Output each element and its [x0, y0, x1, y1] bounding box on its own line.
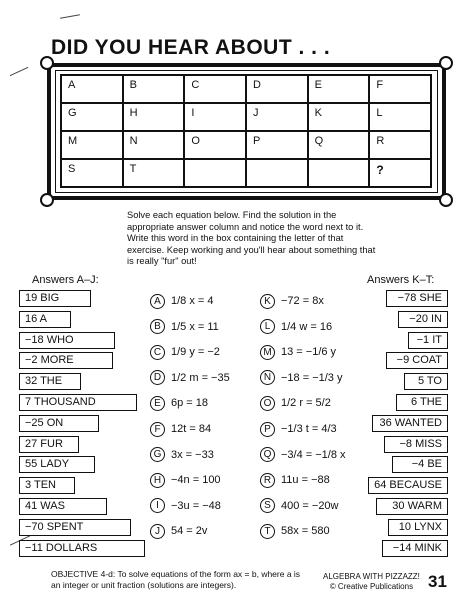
- pen-mark: [60, 14, 80, 18]
- exercise-c: [150, 343, 220, 361]
- grid-letter: C: [191, 79, 200, 91]
- exercise-l: [260, 318, 332, 336]
- book-title: ALGEBRA WITH PIZZAZZ!: [323, 572, 420, 581]
- exercise-letter: J: [150, 524, 165, 539]
- answer-tag: −20 IN: [398, 311, 448, 328]
- instructions: Solve each equation below. Find the solution in the appropriate answer column and notice the word next to it. Write this word in the box containing the letter of that exercise. Keep working and you'll hear about something that is really "fur" out!: [127, 210, 376, 266]
- equation: 12t = 84: [171, 423, 212, 435]
- exercise-letter: T: [260, 524, 275, 539]
- exercise-k: [260, 292, 324, 310]
- grid-letter: K: [314, 107, 322, 119]
- equation: 1/2 r = 5/2: [281, 397, 331, 410]
- answer-tag: 16 A: [19, 311, 71, 328]
- exercise-m: [260, 343, 336, 361]
- grid-cell: [247, 76, 309, 104]
- page-title: DID YOU HEAR ABOUT . . .: [51, 36, 331, 59]
- exercise-q: [260, 446, 346, 464]
- exercise-n: [260, 369, 342, 387]
- answer-tag: 10 LYNX: [388, 519, 448, 536]
- grid-letter: P: [253, 135, 261, 147]
- exercise-letter: Q: [260, 447, 275, 462]
- answer-tag: 55 LADY: [19, 456, 95, 473]
- answer-tag: −78 SHE: [386, 290, 448, 307]
- grid-cell: [309, 104, 371, 132]
- exercise-d: [150, 369, 230, 387]
- grid-letter: E: [314, 79, 322, 91]
- equation: 1/2 m = −35: [171, 371, 230, 384]
- answer-tag: 32 THE: [19, 373, 81, 390]
- grid-cell: [247, 132, 309, 160]
- exercise-i: [150, 497, 221, 515]
- answers-left-header: Answers A–J:: [32, 274, 99, 286]
- objective: OBJECTIVE 4-d: To solve equations of the form ax = b, where a is an integer or unit fraction (solutions are integers).: [51, 569, 301, 590]
- grid-cell: [124, 104, 186, 132]
- exercise-o: [260, 394, 331, 412]
- grid-cell: [185, 104, 247, 132]
- equation: 1/9 y = −2: [171, 346, 220, 359]
- answer-tag: 3 TEN: [19, 477, 75, 494]
- exercise-e: [150, 394, 208, 412]
- equation: 54 = 2v: [171, 525, 208, 538]
- exercise-letter: S: [260, 498, 275, 513]
- grid-cell: [185, 132, 247, 160]
- grid-cell: [185, 160, 247, 188]
- grid-cell: [124, 160, 186, 188]
- exercise-h: [150, 471, 221, 489]
- equation: 1/4 w = 16: [281, 320, 333, 333]
- exercise-r: [260, 471, 330, 489]
- answer-tag: 5 TO: [404, 373, 448, 390]
- grid-letter: J: [253, 107, 259, 119]
- exercise-letter: F: [150, 422, 165, 437]
- grid-cell: [62, 104, 124, 132]
- grid-cell: [62, 132, 124, 160]
- exercise-letter: M: [260, 345, 275, 360]
- equation: 400 = −20w: [281, 499, 339, 512]
- exercise-letter: E: [150, 396, 165, 411]
- grid-letter: Q: [314, 135, 324, 147]
- frame-corner-ornament: [439, 193, 453, 207]
- grid-cell: [370, 160, 432, 188]
- equation: 1/8 x = 4: [171, 295, 214, 307]
- exercise-letter: R: [260, 473, 275, 488]
- equation: −72 = 8x: [281, 295, 324, 307]
- question-mark: ?: [376, 163, 384, 177]
- exercise-f: [150, 420, 211, 438]
- grid-cell: [370, 132, 432, 160]
- exercise-letter: G: [150, 447, 165, 462]
- equation: −18 = −1/3 y: [281, 371, 343, 384]
- frame-corner-ornament: [40, 193, 54, 207]
- grid-letter: R: [376, 135, 385, 147]
- exercise-a: [150, 292, 214, 310]
- answer-tag: 27 FUR: [19, 436, 79, 453]
- book-credit: [323, 572, 420, 591]
- exercise-letter: K: [260, 294, 275, 309]
- grid-cell: [62, 76, 124, 104]
- exercise-p: [260, 420, 337, 438]
- exercise-letter: I: [150, 498, 165, 513]
- answer-tag: −2 MORE: [19, 352, 113, 369]
- grid-cell: [370, 104, 432, 132]
- equation: 3x = −33: [171, 448, 214, 461]
- grid-cell: [247, 104, 309, 132]
- grid-cell: [370, 76, 432, 104]
- frame-corner-ornament: [439, 56, 453, 70]
- answer-tag: −4 BE: [392, 456, 448, 473]
- equation: 11u = −88: [281, 474, 330, 487]
- equation: 13 = −1/6 y: [281, 346, 337, 359]
- grid-letter: I: [191, 107, 195, 119]
- answer-tag: −11 DOLLARS: [19, 540, 145, 557]
- exercise-letter: L: [260, 319, 275, 334]
- equation: −4n = 100: [171, 474, 221, 487]
- answer-tag: −14 MINK: [382, 540, 448, 557]
- equation: −3u = −48: [171, 499, 221, 512]
- exercise-letter: N: [260, 370, 275, 385]
- grid-letter: F: [376, 79, 384, 91]
- equation: 1/5 x = 11: [171, 320, 219, 333]
- exercise-g: [150, 446, 214, 464]
- grid-cell: [309, 160, 371, 188]
- answer-tag: 64 BECAUSE: [368, 477, 448, 494]
- grid-letter: H: [129, 107, 138, 119]
- grid-cell: [185, 76, 247, 104]
- grid-letter: D: [253, 79, 261, 91]
- equation: −3/4 = −1/8 x: [281, 448, 346, 461]
- grid-letter: L: [376, 107, 383, 119]
- exercise-j: [150, 522, 207, 540]
- grid-cell: [309, 76, 371, 104]
- exercise-letter: P: [260, 422, 275, 437]
- answer-tag: −70 SPENT: [19, 519, 131, 536]
- answer-tag: −9 COAT: [386, 352, 448, 369]
- grid-letter: G: [68, 107, 77, 119]
- grid-letter: M: [68, 135, 78, 147]
- answer-tag: −18 WHO: [19, 332, 115, 349]
- pen-mark: [10, 67, 29, 76]
- grid-letter: A: [68, 79, 76, 91]
- equation: −1/3 t = 4/3: [281, 423, 337, 435]
- exercise-letter: D: [150, 370, 165, 385]
- answer-tag: −8 MISS: [384, 436, 448, 453]
- publisher: © Creative Publications: [329, 581, 414, 591]
- answer-tag: 30 WARM: [376, 498, 448, 515]
- answer-tag: −25 ON: [19, 415, 99, 432]
- exercise-letter: C: [150, 345, 165, 360]
- grid-letter: T: [129, 163, 137, 175]
- exercise-letter: A: [150, 294, 165, 309]
- exercise-s: [260, 497, 339, 515]
- letter-grid: [60, 74, 432, 188]
- grid-cell: [247, 160, 309, 188]
- grid-cell: [124, 76, 186, 104]
- equation: 58x = 580: [281, 525, 330, 538]
- grid-letter: O: [191, 135, 200, 147]
- frame-corner-ornament: [40, 56, 54, 70]
- answer-tag: 36 WANTED: [372, 415, 448, 432]
- answers-right-header: Answers K–T:: [367, 274, 435, 286]
- exercise-letter: O: [260, 396, 275, 411]
- exercise-letter: H: [150, 473, 165, 488]
- equation: 6p = 18: [171, 397, 209, 410]
- grid-cell: [124, 132, 186, 160]
- exercise-letter: B: [150, 319, 165, 334]
- grid-cell: [62, 160, 124, 188]
- answer-tag: 7 THOUSAND: [19, 394, 137, 411]
- grid-letter: N: [129, 135, 138, 147]
- grid-cell: [309, 132, 371, 160]
- answer-tag: 41 WAS: [19, 498, 107, 515]
- answer-tag: 19 BIG: [19, 290, 91, 307]
- answer-tag: −1 IT: [408, 332, 448, 349]
- page-number: 31: [428, 572, 447, 591]
- exercise-b: [150, 318, 219, 336]
- grid-letter: S: [68, 163, 76, 175]
- grid-letter: B: [129, 79, 137, 91]
- exercise-t: [260, 522, 330, 540]
- answer-tag: 6 THE: [396, 394, 448, 411]
